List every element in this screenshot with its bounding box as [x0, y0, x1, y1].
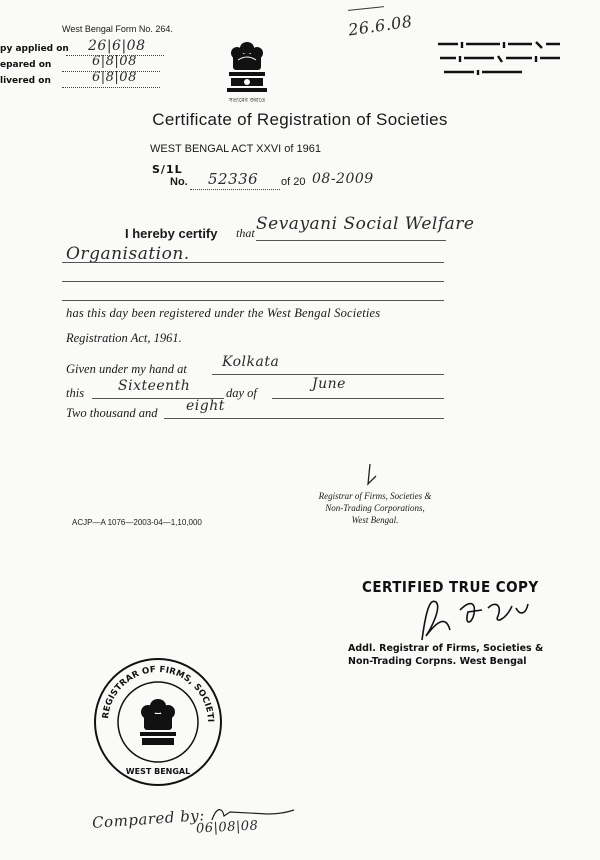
addl-registrar-line-1: Addl. Registrar of Firms, Societies & — [348, 643, 544, 654]
month-value: June — [312, 376, 346, 392]
national-emblem — [224, 40, 270, 106]
registrar-signature — [364, 462, 380, 490]
reg-no-line — [190, 189, 280, 190]
strike-mark — [348, 6, 384, 11]
ashoka-lion-icon — [224, 40, 270, 96]
registrar-seal — [92, 656, 224, 788]
registration-year-label: of 20 — [281, 176, 306, 188]
registrar-line-3: West Bengal. — [351, 515, 399, 525]
day-of-label: day of — [226, 386, 257, 400]
registrar-block — [300, 490, 450, 526]
two-thousand-label: Two thousand and — [66, 406, 158, 420]
copy-applied-label: py applied on — [0, 44, 69, 54]
top-right-date: 26.6.08 — [346, 11, 414, 40]
day-value: Sixteenth — [118, 378, 191, 394]
certify-that: that — [236, 226, 255, 240]
seal-bottom-text: WEST BENGAL — [125, 767, 191, 776]
compared-by-label: Compared by: — [91, 806, 206, 832]
registration-prefix: S/1L — [152, 163, 183, 176]
compared-date: 06|08|08 — [195, 818, 259, 837]
delivered-label: livered on — [0, 76, 51, 86]
addl-registrar-line-2: Non-Trading Corpns. West Bengal — [348, 656, 527, 667]
emblem-caption: সত্যমেব জয়তে — [228, 98, 266, 104]
prepared-value: 6|8|08 — [92, 54, 137, 69]
registrar-line-1: Registrar of Firms, Societies & — [318, 491, 432, 501]
form-number: West Bengal Form No. 264. — [62, 24, 173, 34]
copy-applied-value: 26|6|08 — [88, 38, 146, 54]
registration-no-label: No. — [170, 176, 188, 188]
registrar-line-2: Non-Trading Corporations, — [325, 503, 425, 513]
certificate-title: Certificate of Registration of Societies — [152, 110, 448, 129]
body-line-1: has this day been registered under the West Bengal Societies — [66, 306, 381, 320]
this-label: this — [66, 386, 85, 400]
year-value: eight — [186, 398, 225, 414]
act-reference: WEST BENGAL ACT XXVI of 1961 — [150, 143, 321, 155]
seal-graphic — [92, 656, 224, 788]
organisation-name-line2: Organisation. — [66, 244, 190, 264]
seal-ring-text: REGISTRAR OF FIRMS, SOCIETI — [101, 664, 216, 723]
organisation-name-line1: Sevayani Social Welfare — [256, 214, 475, 234]
margin-notes — [0, 38, 175, 98]
prepared-label: epared on — [0, 60, 52, 70]
certify-bold: I hereby certify — [125, 226, 218, 241]
seal-emblem-icon — [140, 699, 176, 745]
addl-registrar-block — [348, 642, 543, 668]
print-code: ACJP—A 1076—2003-04—1,10,000 — [72, 518, 202, 527]
given-label: Given under my hand at — [66, 362, 187, 376]
bengali-stamp-scribble — [436, 36, 564, 76]
registration-year-value: 08-2009 — [312, 171, 374, 187]
delivered-value: 6|8|08 — [92, 70, 137, 85]
bengali-stamp — [436, 36, 564, 76]
addl-registrar-signature — [416, 590, 536, 646]
given-place: Kolkata — [222, 354, 280, 370]
registration-no-value: 52336 — [208, 170, 259, 188]
body-line-2: Registration Act, 1961. — [66, 331, 182, 345]
certified-true-copy-stamp: CERTIFIED TRUE COPY — [362, 578, 539, 596]
